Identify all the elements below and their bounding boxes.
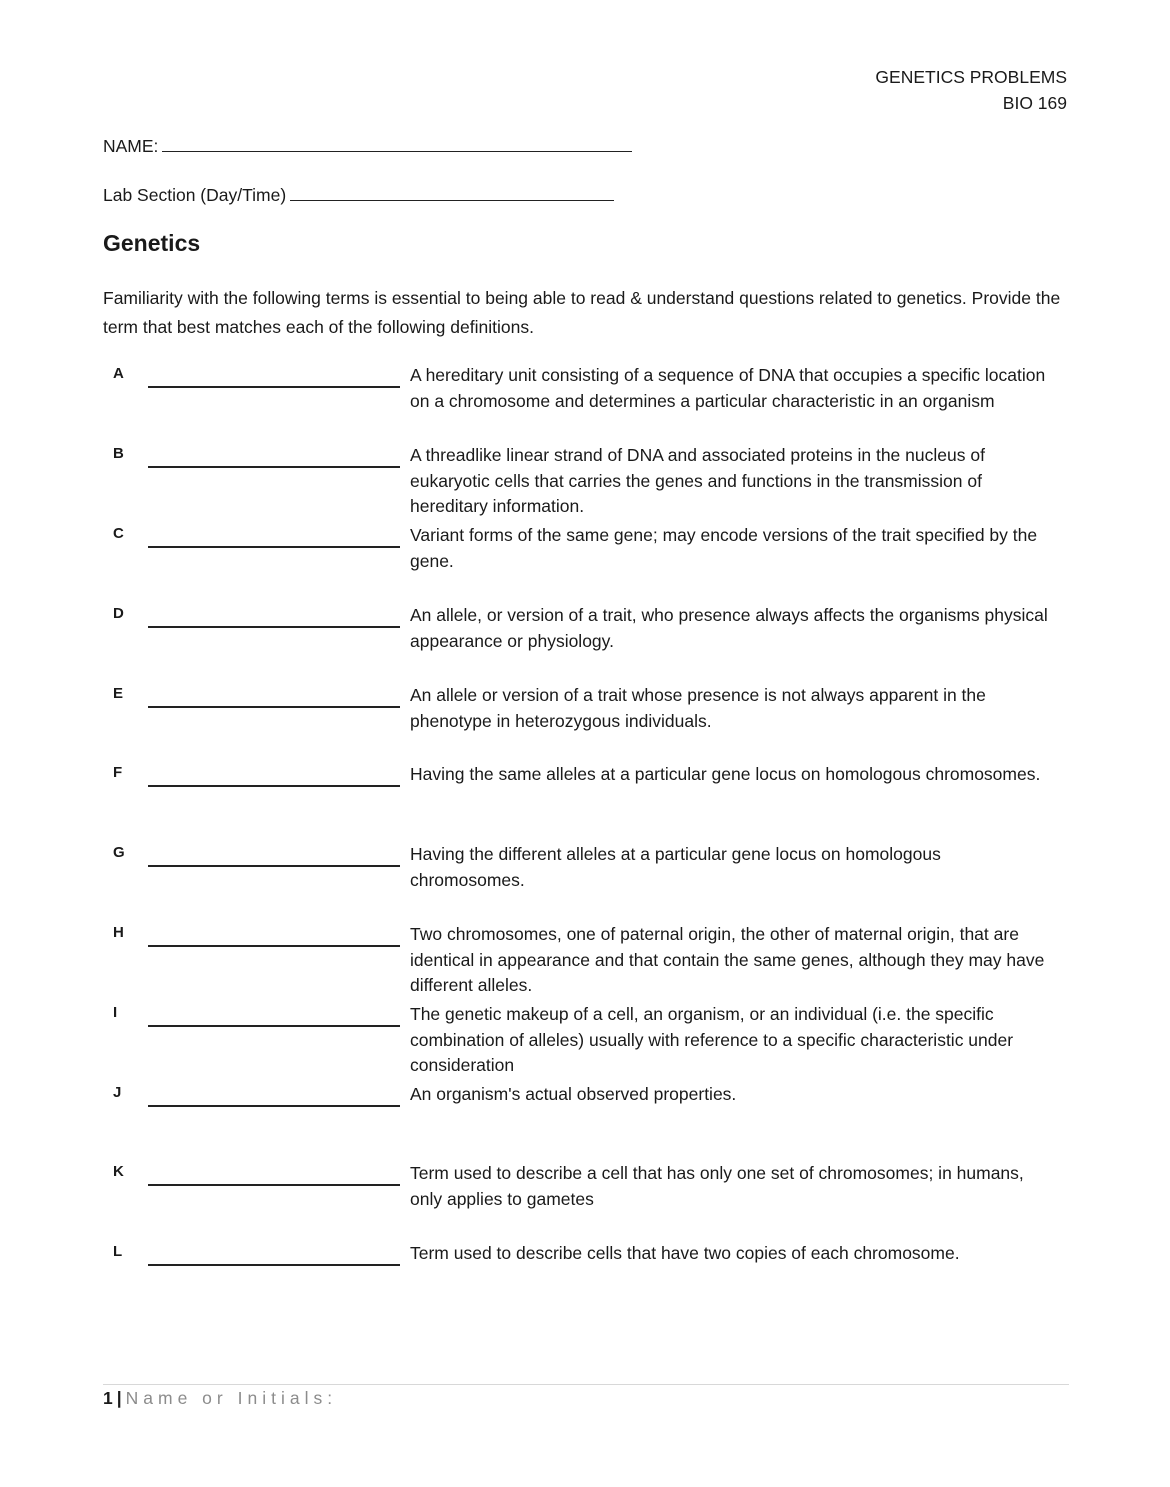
term-row-k <box>103 1161 1063 1241</box>
item-definition: Two chromosomes, one of paternal origin, the other of maternal origin, that are identical in appearance and that contain the same genes, although they may have different alleles. <box>410 924 1045 995</box>
term-row-e <box>103 683 1063 763</box>
item-definition: Having the same alleles at a particular gene locus on homologous chromosomes. <box>410 764 1041 784</box>
item-definition: The genetic makeup of a cell, an organism, or an individual (i.e. the specific combination of alleles) usually with reference to a specific characteristic under consideration <box>410 1004 1014 1075</box>
item-definition: Having the different alleles at a particular gene locus on homologous chromosomes. <box>410 844 941 890</box>
answer-blank[interactable] <box>148 706 400 708</box>
header-course: BIO 169 <box>1002 93 1067 113</box>
item-letter: E <box>113 685 124 702</box>
answer-blank[interactable] <box>148 945 400 947</box>
item-letter: F <box>113 764 123 781</box>
term-row-f <box>103 762 1063 842</box>
item-letter: C <box>113 525 124 542</box>
item-letter: A <box>113 365 124 382</box>
name-label: NAME: <box>103 136 159 156</box>
item-letter: I <box>113 1004 118 1021</box>
item-letter: L <box>113 1243 123 1260</box>
lab-section-blank[interactable] <box>290 182 614 201</box>
term-row-d <box>103 603 1063 683</box>
term-row-a <box>103 363 1063 443</box>
footer-divider <box>103 1384 1069 1385</box>
term-row-l <box>103 1241 1063 1321</box>
answer-blank[interactable] <box>148 1105 400 1107</box>
item-definition: An allele or version of a trait whose presence is not always apparent in the phenotype in heterozygous individuals. <box>410 685 986 731</box>
answer-blank[interactable] <box>148 1264 400 1266</box>
footer-name-label: Name or Initials: <box>125 1388 338 1408</box>
name-field <box>103 133 632 157</box>
term-row-c <box>103 523 1063 603</box>
item-letter: G <box>113 844 125 861</box>
item-letter: D <box>113 605 124 622</box>
item-letter: K <box>113 1163 124 1180</box>
item-definition: A threadlike linear strand of DNA and associated proteins in the nucleus of eukaryotic cells that carries the genes and functions in the transmission of hereditary information. <box>410 445 985 516</box>
answer-blank[interactable] <box>148 1184 400 1186</box>
term-row-g <box>103 842 1063 922</box>
page-number: 1 <box>103 1388 113 1408</box>
answer-blank[interactable] <box>148 785 400 787</box>
item-letter: H <box>113 924 124 941</box>
answer-blank[interactable] <box>148 865 400 867</box>
item-definition: An allele, or version of a trait, who presence always affects the organisms physical appearance or physiology. <box>410 605 1048 651</box>
page-footer <box>103 1388 337 1409</box>
item-letter: J <box>113 1084 122 1101</box>
answer-blank[interactable] <box>148 386 400 388</box>
item-definition: Variant forms of the same gene; may encode versions of the trait specified by the gene. <box>410 525 1038 571</box>
document-header <box>875 64 1067 116</box>
answer-blank[interactable] <box>148 546 400 548</box>
item-definition: Term used to describe cells that have two copies of each chromosome. <box>410 1243 960 1263</box>
header-title: GENETICS PROBLEMS <box>875 67 1067 87</box>
term-row-i <box>103 1002 1063 1082</box>
term-row-b <box>103 443 1063 523</box>
item-definition: A hereditary unit consisting of a sequence of DNA that occupies a specific location on a chromosome and determines a particular characteristic in an organism <box>410 365 1046 411</box>
lab-section-label: Lab Section (Day/Time) <box>103 185 287 205</box>
answer-blank[interactable] <box>148 1025 400 1027</box>
footer-separator: | <box>116 1388 122 1408</box>
item-definition: Term used to describe a cell that has only one set of chromosomes; in humans, only applies to gametes <box>410 1163 1024 1209</box>
answer-blank[interactable] <box>148 466 400 468</box>
intro-paragraph: Familiarity with the following terms is essential to being able to read & understand questions related to genetics. Provide the term that best matches each of the following definitions. <box>103 288 1061 337</box>
term-row-j <box>103 1082 1063 1162</box>
lab-section-field <box>103 182 614 206</box>
answer-blank[interactable] <box>148 626 400 628</box>
term-row-h <box>103 922 1063 1002</box>
item-definition: An organism's actual observed properties. <box>410 1084 737 1104</box>
item-letter: B <box>113 445 124 462</box>
section-heading: Genetics <box>103 230 201 256</box>
name-blank[interactable] <box>162 133 632 152</box>
